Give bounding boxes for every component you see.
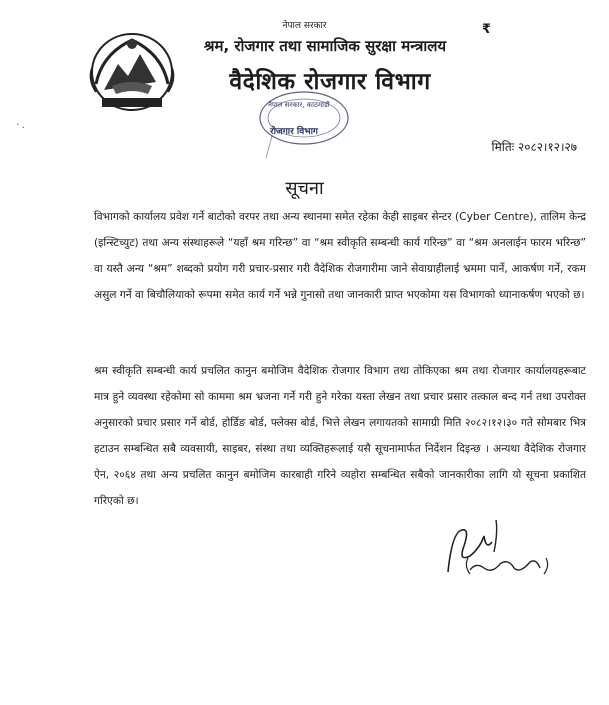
stamp-text: नेपाल सरकार, काठमाडौं: [268, 101, 330, 109]
notice-paragraph-2: श्रम स्वीकृति सम्बन्धी कार्य प्रचलित कानुन बमोजिम वैदेशिक रोजगार विभाग तथा तोकिएका श्रम तथा रोजगार कार्यालयहरूबाट मात्र हुने व्यवस्था रहेकोमा सो काममा श्रम भ्रजना गर्ने गरी हुने गरेका यस्ता लेखन तथा प्रचार प्रसार तत्काल बन्द गर्न तथा उपरोक्त अनुसारको प्रचार प्रसार गर्ने बोर्ड, होर्डिङ बोर्ड, फ्लेक्स बोर्ड, भित्ते लेखन लगायतको सामाग्री मिति २०८२।१२।३० गते सोमबार भित्र हटाउन सम्बन्धित सबै व्यवसायी, साइबर, संस्था तथा व्यक्तिहरूलाई यसै सूचनामार्फत निर्देशन दिइन्छ । अन्यथा वैदेशिक रोजगार ऐन, २०६४ तथा अन्य प्रचलित कानुन बमोजिम कारबाही गरिने व्यहोरा सम्बन्धित सबैको जानकारीका लागि यो सूचना प्रकाशित गरिएको छ।: [94, 365, 586, 507]
notice-paragraph-1: विभागको कार्यालय प्रवेश गर्ने बाटोको वरपर तथा अन्य स्थानमा समेत रहेका केही साइबर सेन्टर (Cyber Centre), तालिम केन्द्र (इन्स्टिच्युट) तथा अन्य संस्थाहरूले “यहाँ श्रम गरिन्छ” वा “श्रम स्वीकृति सम्बन्धी कार्य गरिन्छ” वा “श्रम अनलाईन फारम भरिन्छ” वा यस्तै अन्य “श्रम” शब्दको प्रयोग गरी प्रचार-प्रसार गरी वैदेशिक रोजगारीमा जाने सेवाग्राहीलाई भ्रममा पार्ने, आकर्षण गर्ने, रकम असुल गर्ने वा बिचौलियाको रूपमा समेत कार्य गर्ने भन्ने गुनासो तथा जानकारी प्राप्त भएकोमा यस विभागको ध्यानाकर्षण भएको छ।: [94, 211, 586, 301]
stamp-department: रोजगार विभाग: [270, 127, 318, 137]
corner-mark: ₹: [482, 22, 492, 37]
department-name: वैदेशिक रोजगार विभाग: [229, 69, 431, 95]
government-label: नेपाल सरकार: [282, 21, 327, 31]
notice-date: मितिः २०८२।१२।२७: [491, 140, 577, 154]
notice-title: सूचना: [285, 178, 324, 199]
margin-mark: ·.: [16, 118, 27, 131]
handwritten-signature-icon: [440, 512, 560, 582]
ministry-name: श्रम, रोजगार तथा सामाजिक सुरक्षा मन्त्रालय: [203, 37, 447, 55]
